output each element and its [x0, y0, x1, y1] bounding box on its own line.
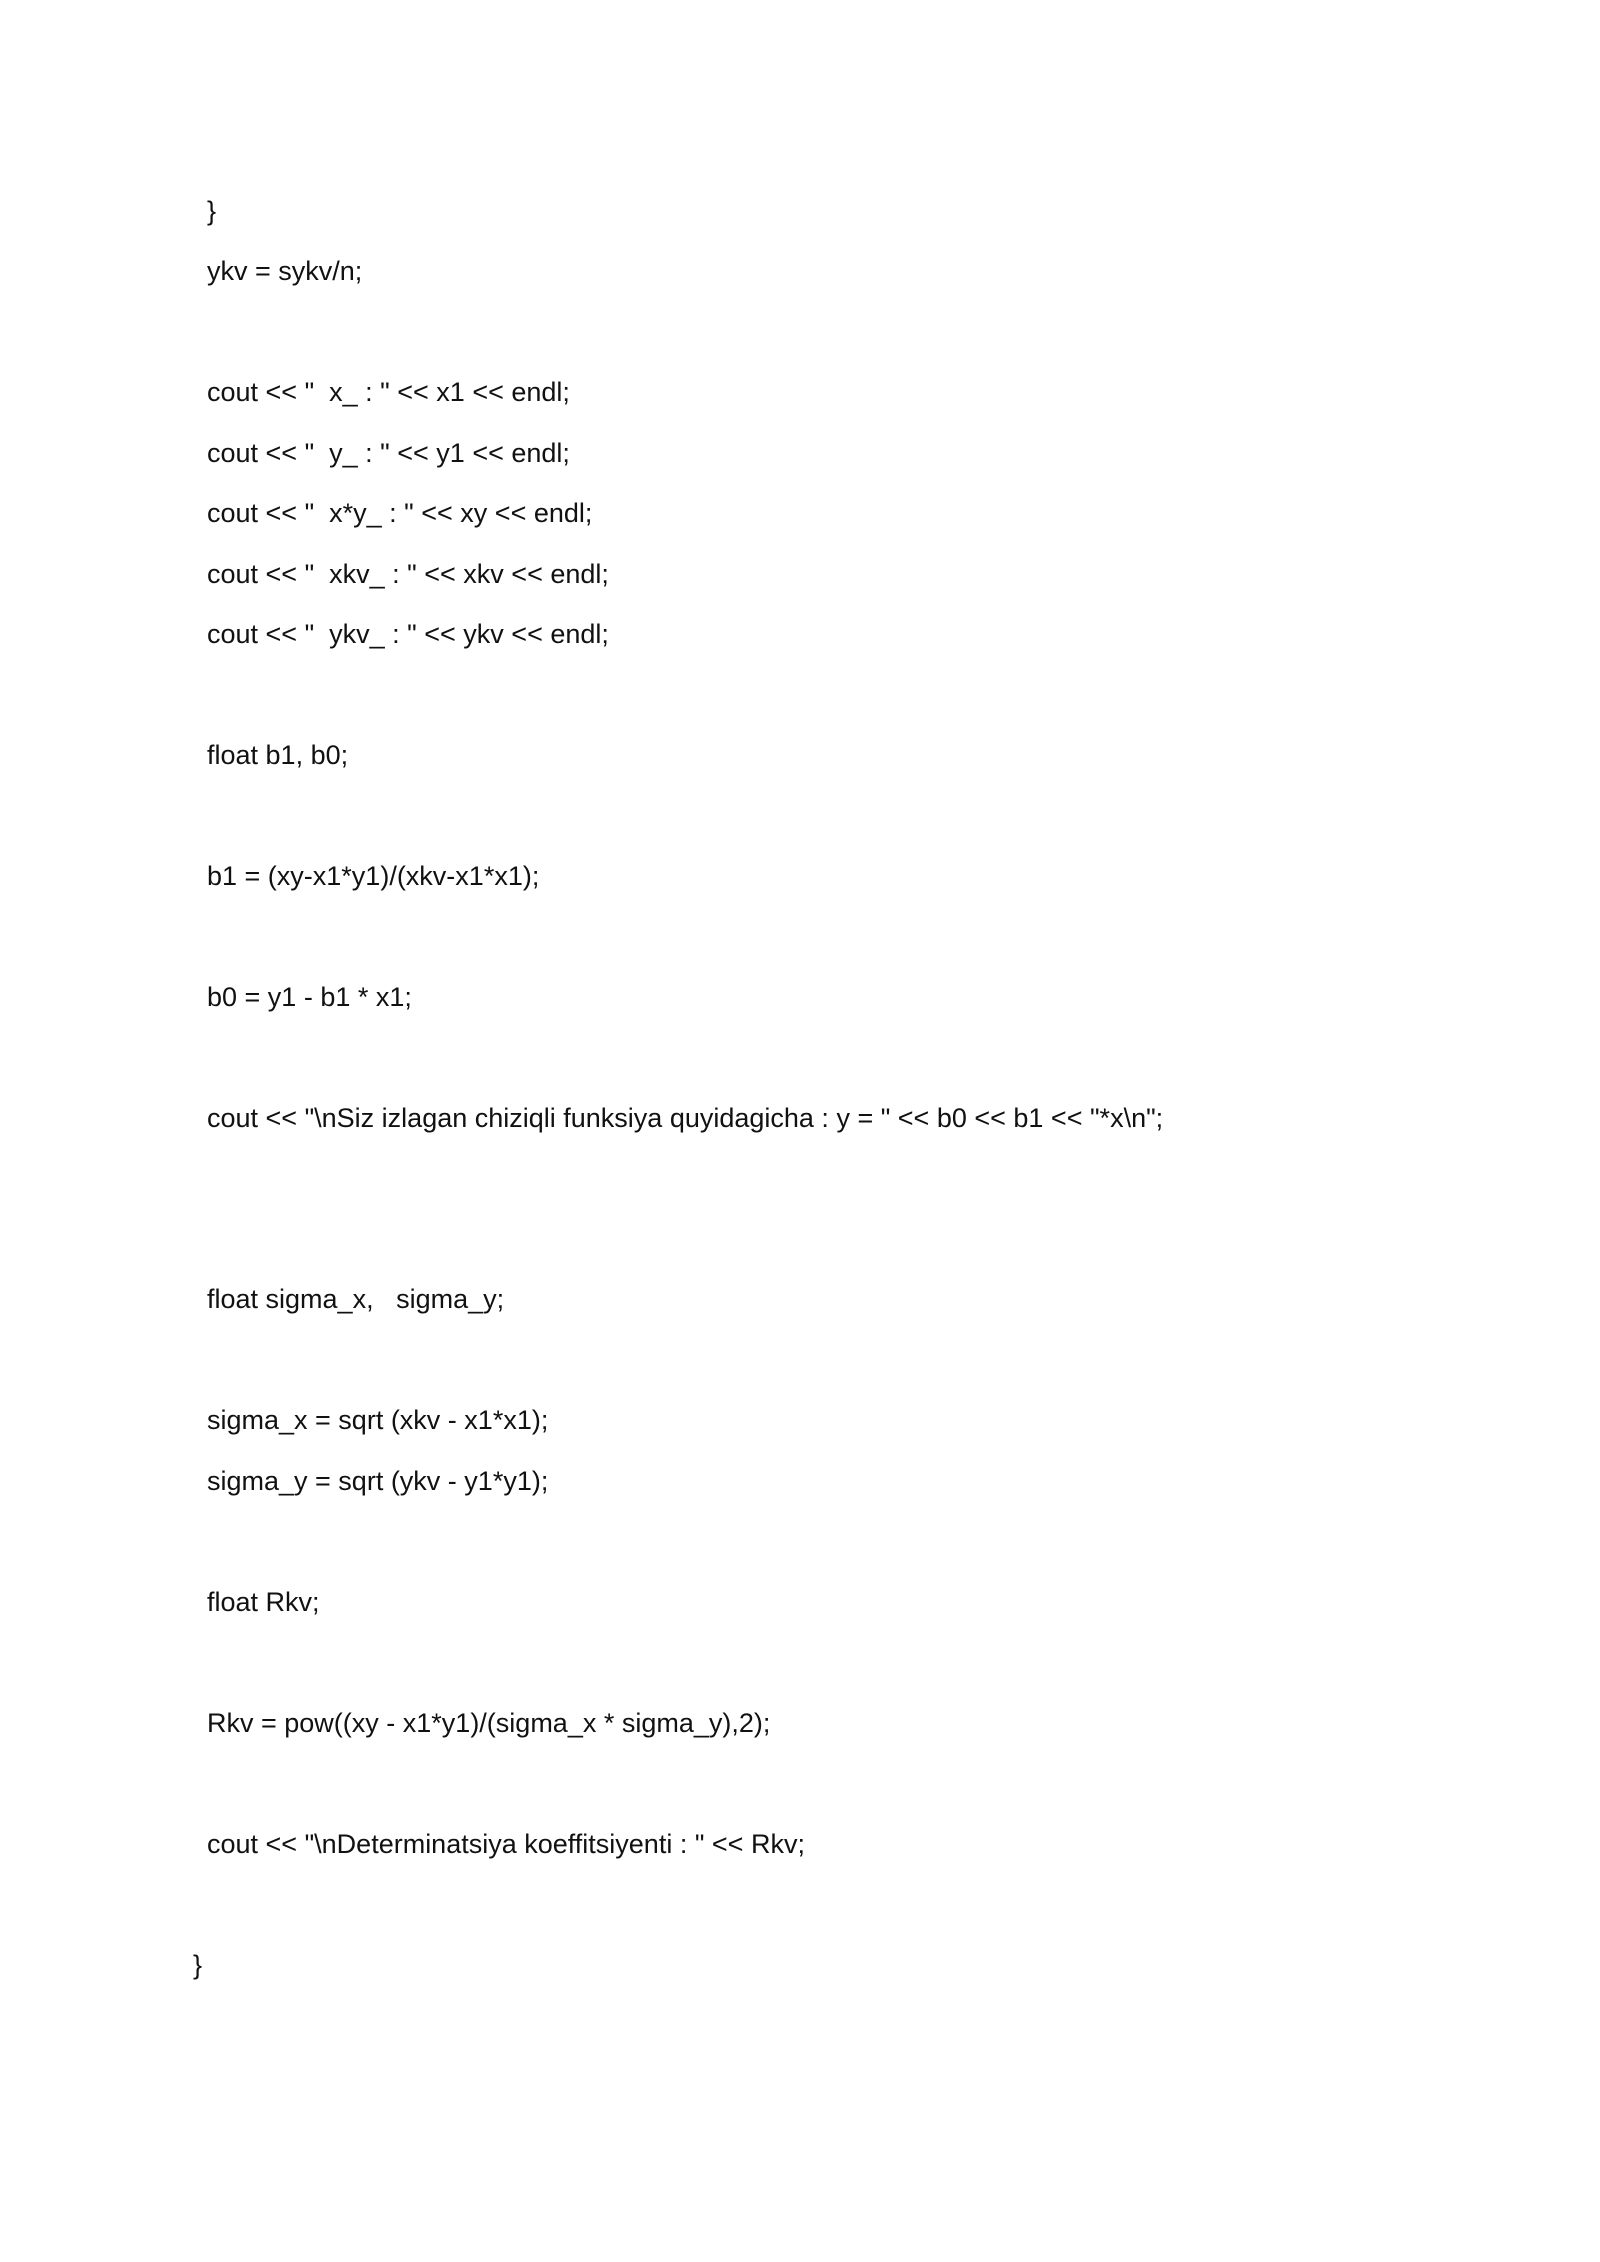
code-line-float-rkv: float Rkv; — [207, 1587, 320, 1617]
code-line-final-brace: } — [193, 1950, 203, 1980]
code-line-sigma-y: sigma_y = sqrt (ykv - y1*y1); — [207, 1466, 549, 1496]
code-line-cout-y: cout << " y_ : " << y1 << endl; — [207, 438, 570, 468]
code-line-cout-ykv: cout << " ykv_ : " << ykv << endl; — [207, 619, 609, 649]
code-line-cout-function: cout << "\nSiz izlagan chiziqli funksiya quyidagicha : y = " << b0 << b1 << "*x\n"; — [207, 1103, 1164, 1133]
code-line-ykv-assign: ykv = sykv/n; — [207, 256, 363, 286]
code-line-rkv-assign: Rkv = pow((xy - x1*y1)/(sigma_x * sigma_y),2); — [207, 1708, 771, 1738]
code-line-b1-assign: b1 = (xy-x1*y1)/(xkv-x1*x1); — [207, 861, 540, 891]
code-line-cout-x: cout << " x_ : " << x1 << endl; — [207, 377, 570, 407]
code-line-float-b1-b0: float b1, b0; — [207, 740, 349, 770]
code-line-b0-assign: b0 = y1 - b1 * x1; — [207, 982, 412, 1012]
code-line-sigma-x: sigma_x = sqrt (xkv - x1*x1); — [207, 1405, 549, 1435]
code-line-cout-determination: cout << "\nDeterminatsiya koeffitsiyenti : " << Rkv; — [207, 1829, 805, 1859]
code-line-float-sigma: float sigma_x, sigma_y; — [207, 1284, 505, 1314]
code-line-cout-xkv: cout << " xkv_ : " << xkv << endl; — [207, 559, 609, 589]
code-line-cout-xy: cout << " x*y_ : " << xy << endl; — [207, 498, 593, 528]
code-line-closing-brace: } — [207, 196, 217, 226]
